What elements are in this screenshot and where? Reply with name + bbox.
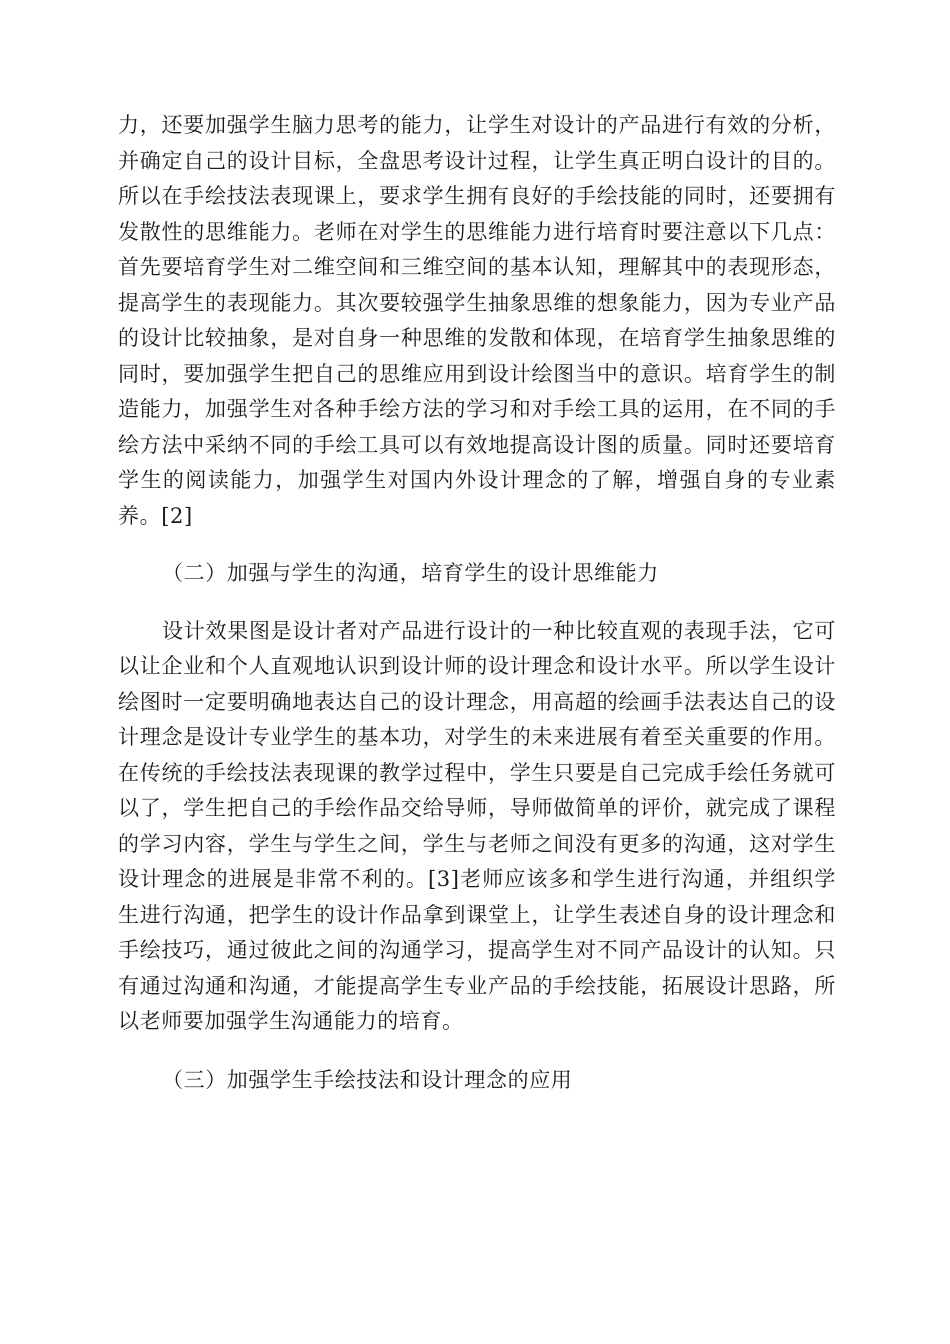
document-body — [118, 108, 836, 1098]
section-heading-2: （二）加强与学生的沟通，培育学生的设计思维能力 — [162, 561, 659, 585]
paragraph-design-communication: 设计效果图是设计者对产品进行设计的一种比较直观的表现手法，它可以让企业和个人直观地认识到设计师的设计理念和设计水平。所以学生设计绘图时一定要明确地表达自己的设计理念，用高超的绘画手法表达自己的设计理念是设计专业学生的基本功，对学生的未来进展有着至关重要的作用。在传统的手绘技法表现课的教学过程中，学生只要是自己完成手绘任务就可以了，学生把自己的手绘作品交给导师，导师做简单的评价，就完成了课程的学习内容，学生与学生之间，学生与老师之间没有更多的沟通，这对学生设计理念的进展是非常不利的。[3]老师应该多和学生进行沟通，并组织学生进行沟通，把学生的设计作品拿到课堂上，让学生表述自身的设计理念和手绘技巧，通过彼此之间的沟通学习，提高学生对不同产品设计的认知。只有通过沟通和沟通，才能提高学生专业产品的手绘技能，拓展设计思路，所以老师要加强学生沟通能力的培育。 — [118, 618, 836, 1033]
paragraph-continued: 力，还要加强学生脑力思考的能力，让学生对设计的产品进行有效的分析，并确定自己的设计目标，全盘思考设计过程，让学生真正明白设计的目的。所以在手绘技法表现课上，要求学生拥有良好的手绘技能的同时，还要拥有发散性的思维能力。老师在对学生的思维能力进行培育时要注意以下几点：首先要培育学生对二维空间和三维空间的基本认知，理解其中的表现形态，提高学生的表现能力。其次要较强学生抽象思维的想象能力，因为专业产品的设计比较抽象，是对自身一种思维的发散和体现，在培育学生抽象思维的同时，要加强学生把自己的思维应用到设计绘图当中的意识。培育学生的制造能力，加强学生对各种手绘方法的学习和对手绘工具的运用，在不同的手绘方法中采纳不同的手绘工具可以有效地提高设计图的质量。同时还要培育学生的阅读能力，加强学生对国内外设计理念的了解，增强自身的专业素养。[2] — [118, 113, 836, 528]
section-heading-3: （三）加强学生手绘技法和设计理念的应用 — [162, 1067, 573, 1092]
